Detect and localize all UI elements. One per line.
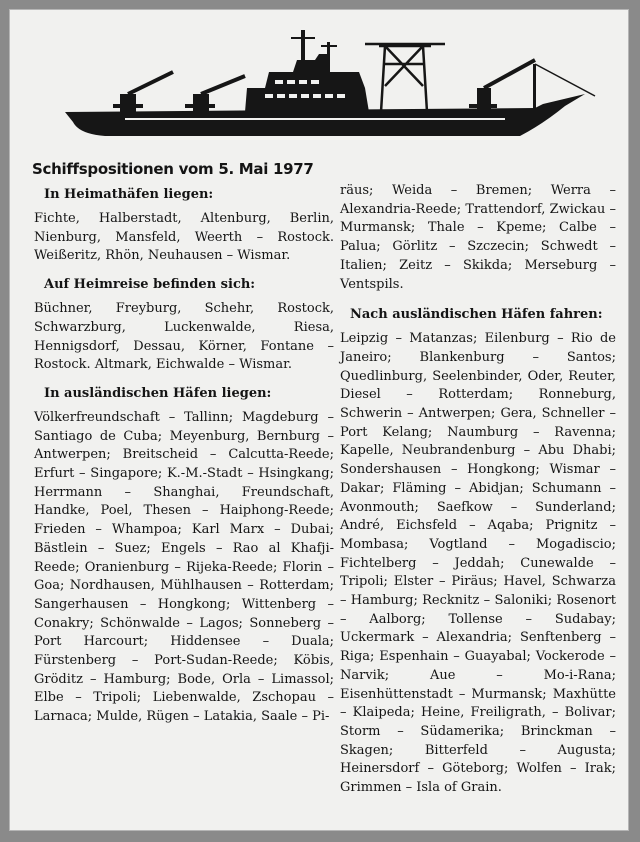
section-text: Völkerfreundschaft – Tallinn; Magdeburg – Santiago de Cuba; Meyenburg, Bernburg – Antwerpen; Breitscheid – Calcutta-Reede; Erfurt – Singapore; K.-M.-Stadt – Hsingkang; Herrmann – Shanghai, Freundschaft, Handke, Poel, Thesen – Haiphong-Reede; Frieden – Whampoa; Karl Marx – Dubai; Bästlein – Suez; Engels – Rao al Khafji-Reede; Oranienburg – Rijeka-Reede; Florin – Goa; Nordhausen, Mühlhausen – Rotterdam; Sangerhausen – Hongkong; Wittenberg – Conakry; Schönwalde – Lagos; Sonneberg – Port Harcourt; Hiddensee – Duala; Fürstenberg – Port-Sudan-Reede; Köbis, Gröditz – Hamburg; Bode, Orla – Limassol; Elbe – Tripoli; Liebenwalde, Zschopau – Larnaca; Mulde, Rügen – Latakia, Saale – Pi-: [34, 409, 334, 725]
section-text: Fichte, Halberstadt, Altenburg, Berlin, Nienburg, Mansfeld, Weerth – Rostock. Weißeritz, Rhön, Neuhausen – Wismar.: [34, 211, 334, 264]
column-right: [340, 182, 616, 808]
section-text: Büchner, Freyburg, Schehr, Rostock, Schwarzburg, Luckenwalde, Riesa, Hennigsdorf, Dessau, Körner, Fontane – Rostock. Altmark, Eichwalde – Wismar.: [34, 301, 334, 373]
section-text: Leipzig – Matanzas; Eilenburg – Rio de Janeiro; Blankenburg – Santos; Quedlinburg, Seelenbinder, Oder, Reuter, Diesel – Rotterdam; Ronneburg, Schwerin – Antwerpen; Gera, Schneller – Port Kelang; Naumburg – Ravenna; Kapelle, Neubrandenburg – Abu Dhabi; Sondershausen – Hongkong; Wismar – Dakar; Fläming – Abidjan; Schumann – Avonmouth; Saefkow – Sunderland; André, Eichsfeld – Aqaba; Prignitz – Mombasa; Vogtland – Mogadiscio; Fichtelberg – Jeddah; Cunewalde – Tripoli; Elster – Piräus; Havel, Schwarza – Hamburg; Recknitz – Saloniki; Rosenort – Aalborg; Tollense – Sudabay; Uckermark – Alexandria; Senftenberg – Riga; Espenhain – Guayabal; Vockerode – Narvik; Aue – Mo-i-Rana; Eisenhüttenstadt – Murmansk; Maxhütte – Klaipeda; Heine, Freiligrath, – Bolivar; Storm – Südamerika; Brinckman – Skagen; Bitterfeld – Augusta; Heinersdorf – Göteborg; Wolfen – Irak; Grimmen – Isla of Grain.: [340, 331, 616, 796]
section-heading: Nach ausländischen Häfen fahren:: [350, 307, 603, 323]
article-title: Schiffspositionen vom 5. Mai 1977: [32, 160, 314, 178]
cargo-ship-illustration: [65, 24, 610, 148]
newspaper-clipping: [9, 9, 629, 831]
section-heading: In Heimathäfen liegen:: [44, 187, 214, 202]
section-heading: Auf Heimreise befinden sich:: [44, 277, 256, 293]
section-heading: In ausländischen Häfen liegen:: [44, 385, 272, 401]
section-text-continued: räus; Weida – Bremen; Werra – Alexandria-Reede; Trattendorf, Zwickau – Murmansk; Thale – Kpeme; Calbe – Palua; Görlitz – Szczecin; Schwedt – Italien; Zeitz – Skikda; Merseburg – Ventspils.: [340, 183, 616, 292]
column-left: [34, 182, 334, 737]
